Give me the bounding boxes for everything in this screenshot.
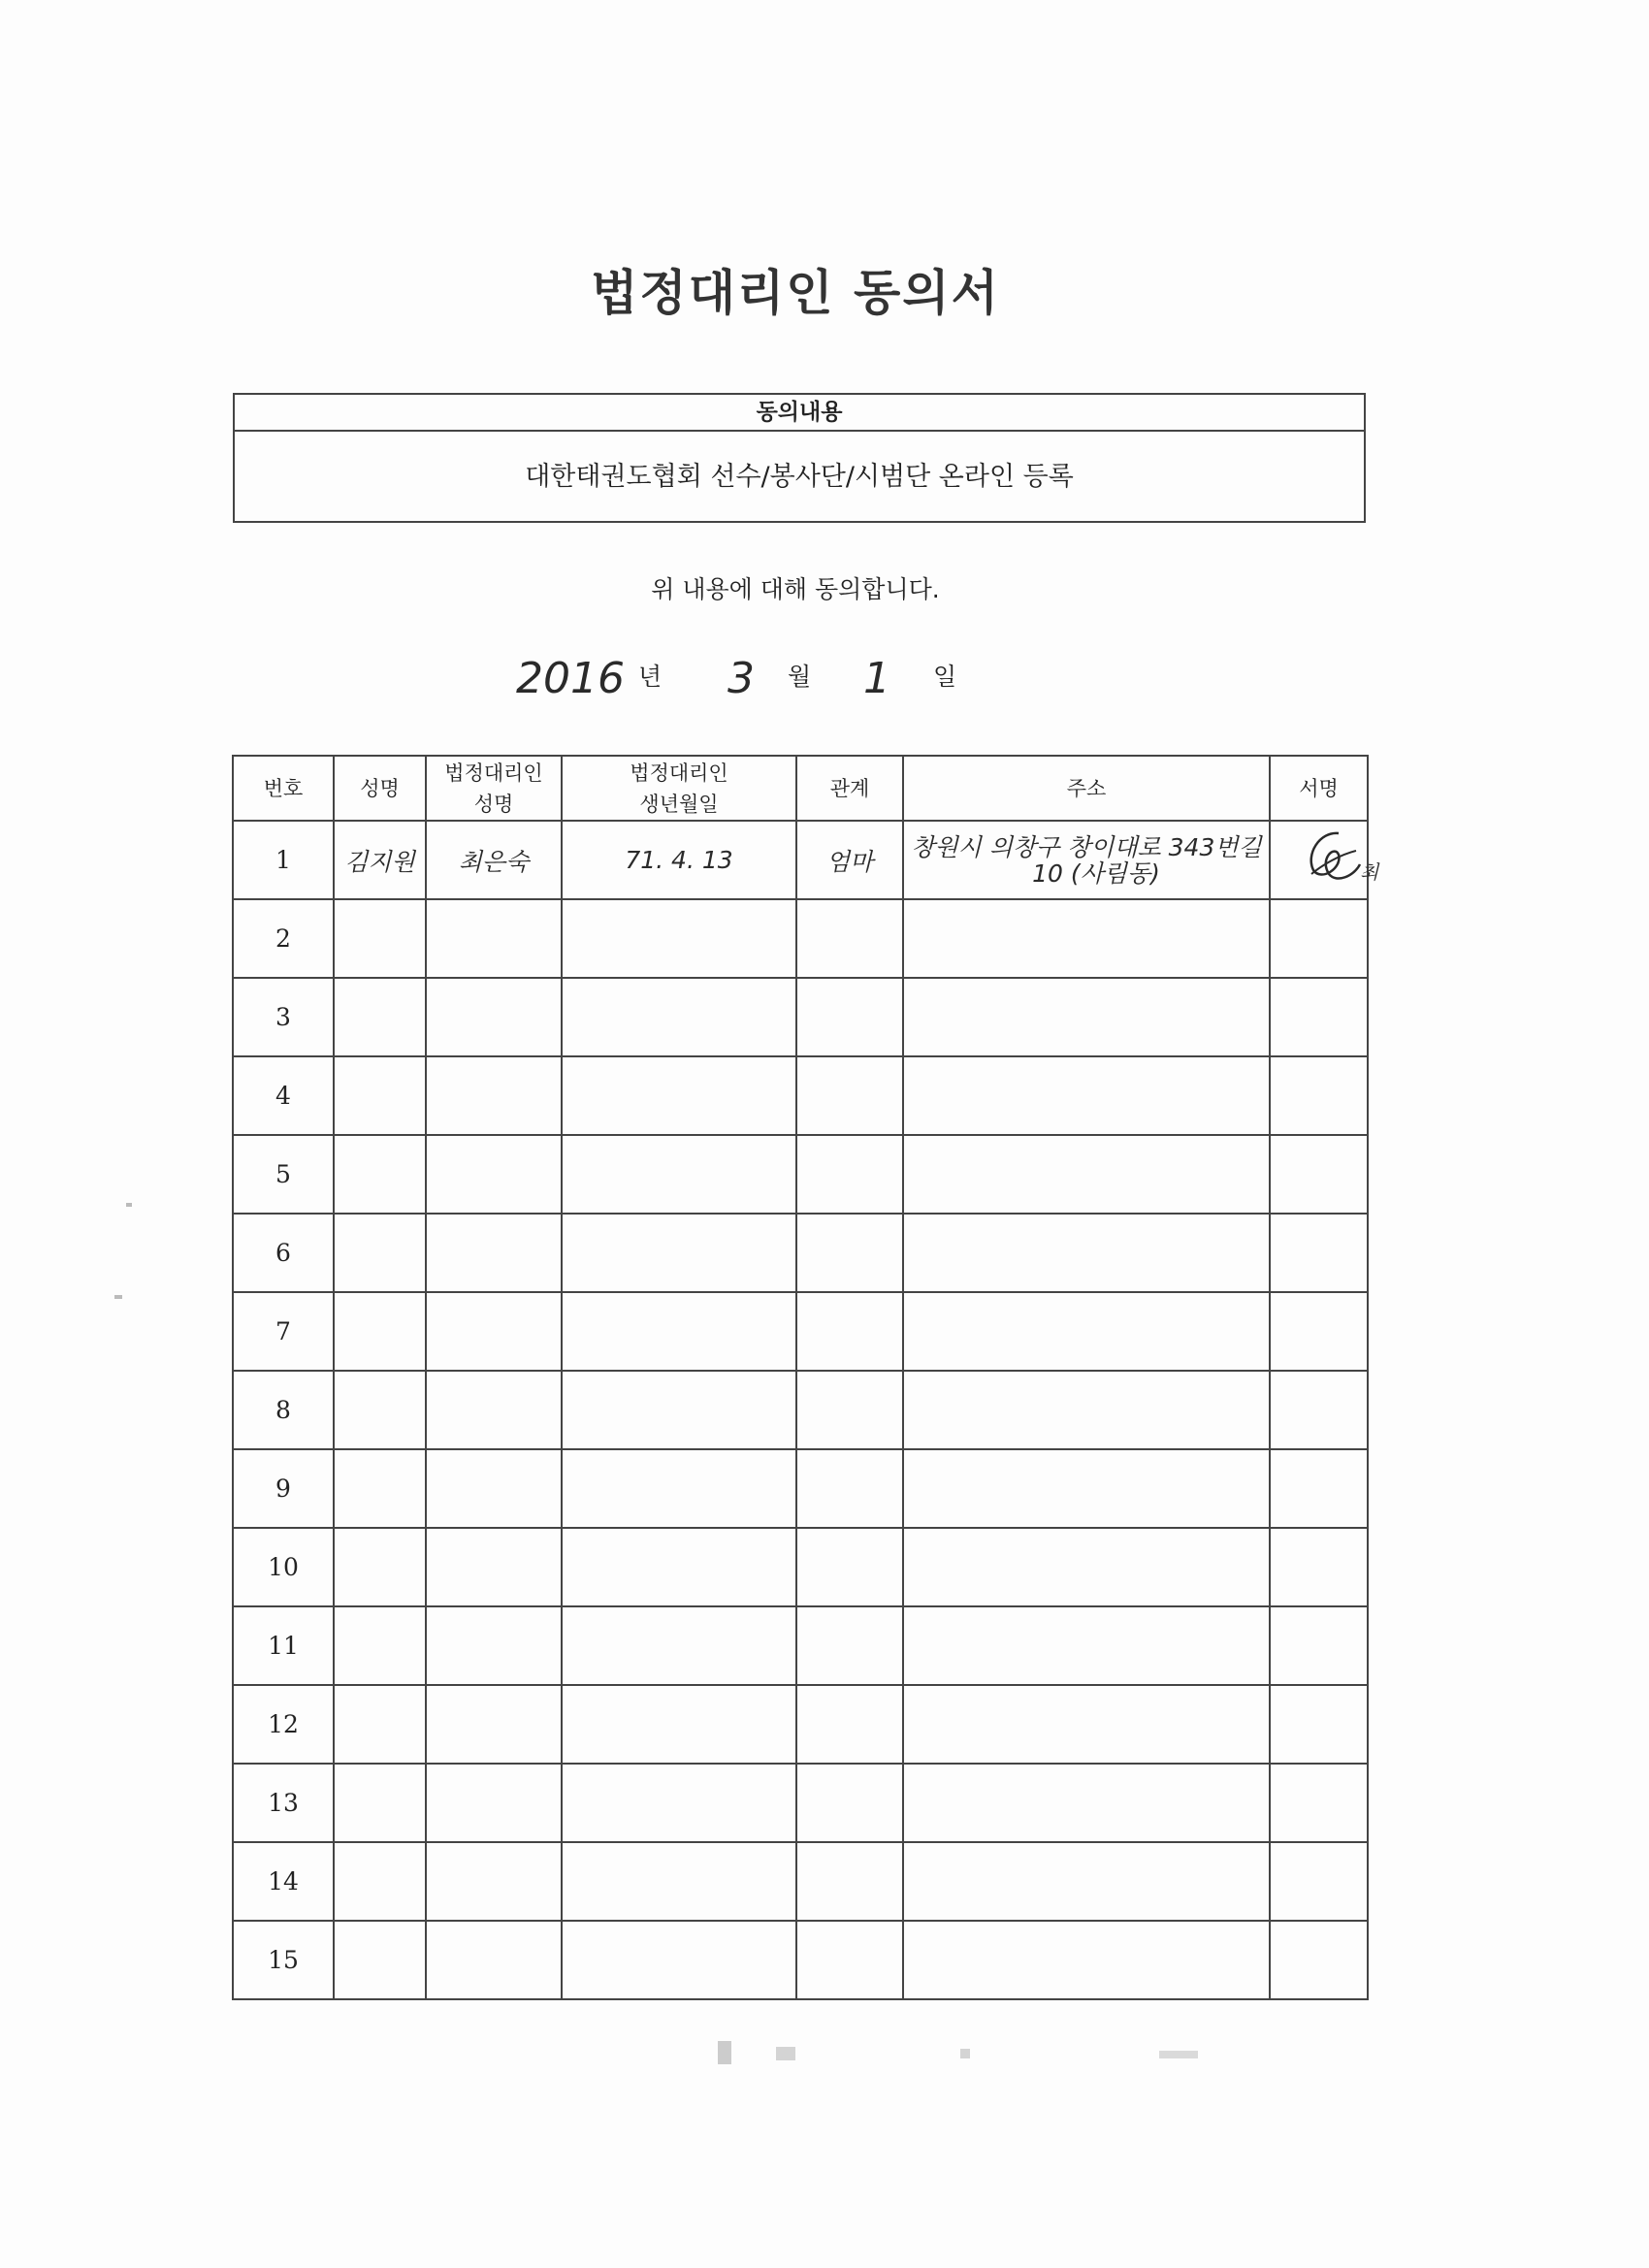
cell-signature (1270, 1056, 1368, 1135)
cell-signature (1270, 1528, 1368, 1606)
cell-guardian-name (426, 1135, 562, 1214)
table-row (233, 899, 1368, 978)
agree-statement: 위 내용에 대해 동의합니다. (651, 575, 940, 603)
address-line-1: 창원시 의창구 창이대로 343번길 (911, 832, 1262, 861)
cell-no: 10 (233, 1528, 334, 1606)
cell-guardian-name (426, 1606, 562, 1685)
cell-guardian-name (426, 1764, 562, 1842)
header-guardian-birth-line2: 생년월일 (639, 792, 719, 816)
cell-relation (796, 1921, 903, 1999)
cell-relation (796, 1292, 903, 1371)
cell-relation (796, 1135, 903, 1214)
scan-speck (114, 1295, 122, 1299)
date-month: 3 (728, 654, 755, 703)
table-row (233, 1214, 1368, 1292)
cell-guardian-birth (562, 1135, 796, 1214)
table-row (233, 1528, 1368, 1606)
cell-guardian-birth (562, 899, 796, 978)
table-body (233, 821, 1379, 1999)
cell-address (903, 1606, 1270, 1685)
scan-speck (1159, 2051, 1198, 2058)
table-row (233, 1685, 1368, 1764)
cell-no: 7 (233, 1292, 334, 1371)
cell-relation (796, 1371, 903, 1449)
signature-suffix: 최 (1360, 860, 1379, 884)
table-row (233, 1135, 1368, 1214)
cell-guardian-birth (562, 1842, 796, 1921)
cell-guardian-birth (562, 978, 796, 1056)
cell-guardian-birth (562, 1921, 796, 1999)
cell-address (903, 1921, 1270, 1999)
cell-relation (796, 899, 903, 978)
cell-name (334, 1764, 426, 1842)
consent-header: 동의내용 (235, 395, 1364, 432)
cell-address (903, 1371, 1270, 1449)
cell-guardian-name (426, 1921, 562, 1999)
cell-guardian-name (426, 978, 562, 1056)
header-relation: 관계 (796, 756, 903, 821)
cell-guardian-name (426, 1842, 562, 1921)
cell-signature (1270, 978, 1368, 1056)
table-row (233, 1764, 1368, 1842)
guardian-table (232, 755, 1379, 2000)
cell-guardian-birth (562, 1292, 796, 1371)
cell-no: 1 (233, 821, 334, 899)
cell-guardian-birth (562, 1606, 796, 1685)
cell-guardian-birth (562, 1214, 796, 1292)
cell-relation (796, 978, 903, 1056)
cell-no: 2 (233, 899, 334, 978)
cell-guardian-birth (562, 1056, 796, 1135)
cell-address (903, 1214, 1270, 1292)
header-guardian-name-line1: 법정대리인 (444, 761, 543, 785)
signature-mark (1300, 826, 1368, 890)
cell-relation (796, 1056, 903, 1135)
scan-speck (718, 2041, 731, 2064)
cell-address (903, 899, 1270, 978)
cell-address (903, 1528, 1270, 1606)
cell-guardian-birth (562, 1528, 796, 1606)
cell-signature (1270, 899, 1368, 978)
table-row (233, 821, 1368, 899)
cell-address (903, 978, 1270, 1056)
cell-guardian-name (426, 1449, 562, 1528)
consent-content: 대한태권도협회 선수/봉사단/시범단 온라인 등록 (525, 462, 1074, 492)
cell-relation (796, 1842, 903, 1921)
cell-signature (1270, 1842, 1368, 1921)
cell-guardian-birth (562, 1764, 796, 1842)
cell-guardian-name (426, 1292, 562, 1371)
cell-no: 15 (233, 1921, 334, 1999)
cell-no: 9 (233, 1449, 334, 1528)
cell-address (903, 1449, 1270, 1528)
header-name: 성명 (334, 756, 426, 821)
date-month-unit: 월 (788, 663, 812, 691)
cell-signature (1270, 821, 1379, 899)
cell-name (334, 1292, 426, 1371)
cell-guardian-birth: 71. 4. 13 (562, 821, 796, 899)
cell-name (334, 1606, 426, 1685)
cell-name (334, 1685, 426, 1764)
cell-name (334, 1056, 426, 1135)
cell-no: 8 (233, 1371, 334, 1449)
table-row (233, 1292, 1368, 1371)
cell-no: 3 (233, 978, 334, 1056)
cell-relation: 엄마 (796, 821, 903, 899)
consent-box (233, 393, 1366, 523)
table-row (233, 1056, 1368, 1135)
cell-no: 5 (233, 1135, 334, 1214)
cell-signature (1270, 1214, 1368, 1292)
cell-signature (1270, 1685, 1368, 1764)
date-day: 1 (863, 654, 890, 703)
cell-name (334, 1214, 426, 1292)
cell-guardian-name (426, 1056, 562, 1135)
cell-guardian-birth (562, 1449, 796, 1528)
cell-name (334, 1842, 426, 1921)
cell-signature (1270, 1606, 1368, 1685)
scan-speck (126, 1203, 132, 1207)
date-year-unit: 년 (638, 663, 663, 691)
header-guardian-name-line2: 성명 (473, 792, 514, 816)
cell-no: 6 (233, 1214, 334, 1292)
cell-no: 11 (233, 1606, 334, 1685)
cell-guardian-name (426, 899, 562, 978)
table-row (233, 1842, 1368, 1921)
table-row (233, 1371, 1368, 1449)
cell-address (903, 1135, 1270, 1214)
date-line (514, 648, 1096, 706)
table-row (233, 1921, 1368, 1999)
cell-signature (1270, 1135, 1368, 1214)
cell-guardian-name (426, 1685, 562, 1764)
document-title: 법정대리인 동의서 (591, 265, 1000, 321)
cell-guardian-name (426, 1214, 562, 1292)
table-row (233, 978, 1368, 1056)
scan-speck (776, 2047, 795, 2060)
cell-address (903, 1056, 1270, 1135)
cell-name (334, 1135, 426, 1214)
cell-name (334, 1371, 426, 1449)
cell-name (334, 899, 426, 978)
cell-no: 14 (233, 1842, 334, 1921)
header-address: 주소 (903, 756, 1270, 821)
cell-name (334, 978, 426, 1056)
cell-signature (1270, 1921, 1368, 1999)
cell-name: 김지원 (334, 821, 426, 899)
header-signature: 서명 (1270, 756, 1368, 821)
cell-guardian-birth (562, 1685, 796, 1764)
cell-name (334, 1449, 426, 1528)
cell-guardian-name (426, 1371, 562, 1449)
cell-relation (796, 1449, 903, 1528)
cell-no: 12 (233, 1685, 334, 1764)
cell-address (903, 1292, 1270, 1371)
cell-relation (796, 1214, 903, 1292)
cell-guardian-name: 최은숙 (426, 821, 562, 899)
header-guardian-birth (562, 756, 796, 821)
cell-address (903, 1842, 1270, 1921)
scan-speck (960, 2049, 970, 2058)
cell-address (903, 1685, 1270, 1764)
cell-signature (1270, 1764, 1368, 1842)
table-header-row (233, 756, 1368, 821)
cell-guardian-birth (562, 1371, 796, 1449)
cell-address (903, 1764, 1270, 1842)
cell-signature (1270, 1292, 1368, 1371)
table-row (233, 1606, 1368, 1685)
cell-relation (796, 1764, 903, 1842)
cell-relation (796, 1606, 903, 1685)
cell-relation (796, 1685, 903, 1764)
cell-signature (1270, 1449, 1368, 1528)
header-guardian-birth-line1: 법정대리인 (630, 761, 728, 785)
date-year: 2016 (516, 654, 625, 703)
cell-relation (796, 1528, 903, 1606)
cell-signature (1270, 1371, 1368, 1449)
table-row (233, 1449, 1368, 1528)
header-guardian-name (426, 756, 562, 821)
cell-guardian-name (426, 1528, 562, 1606)
date-day-unit: 일 (933, 663, 957, 691)
address-line-2: 10 (사림동) (1032, 859, 1160, 888)
cell-address (903, 821, 1270, 899)
cell-no: 4 (233, 1056, 334, 1135)
header-no: 번호 (233, 756, 334, 821)
cell-name (334, 1528, 426, 1606)
cell-no: 13 (233, 1764, 334, 1842)
cell-name (334, 1921, 426, 1999)
